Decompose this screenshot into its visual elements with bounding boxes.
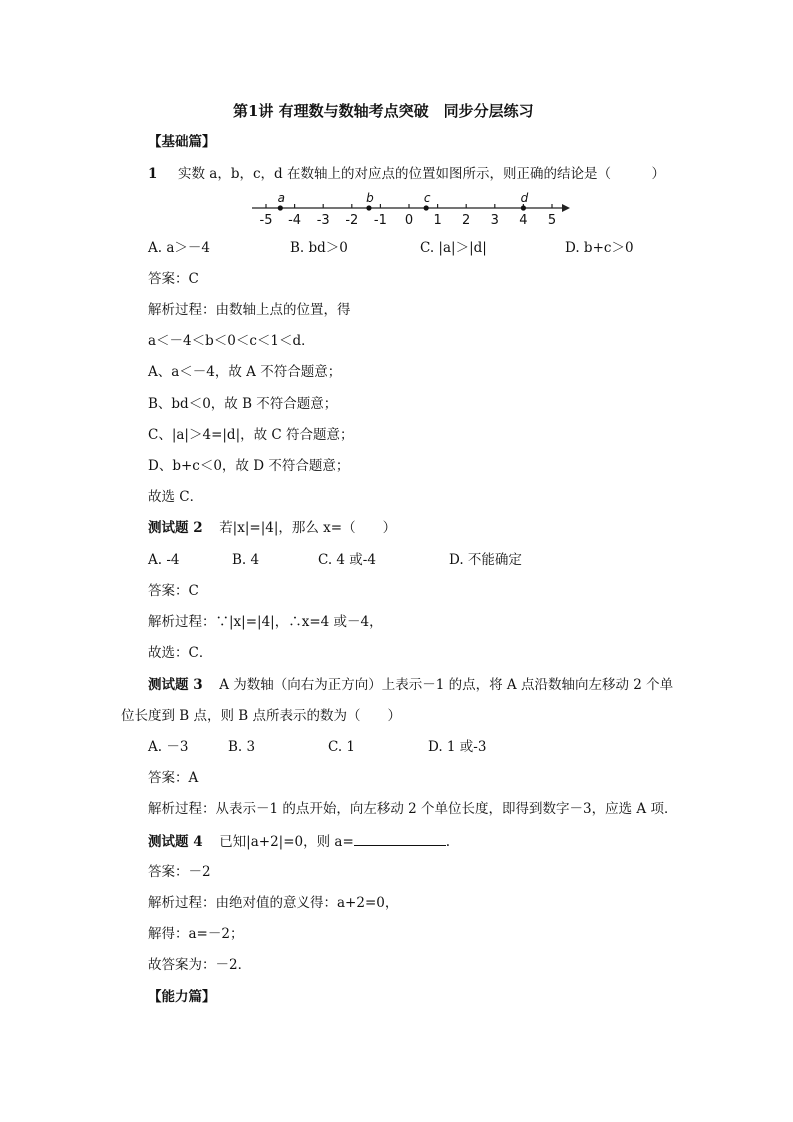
- number-line-tick-label: 0: [404, 213, 414, 228]
- number-line-tick-label: -5: [259, 213, 273, 228]
- q3-answer: 答案：A: [148, 770, 199, 786]
- answer-blank[interactable]: [354, 833, 446, 846]
- number-line-point-c: [424, 205, 429, 210]
- number-line-point-d: [521, 205, 526, 210]
- q1-solution-line: D、b+c＜0，故 D 不符合题意；: [148, 458, 350, 474]
- q4-solution-line: 故答案为：－2．: [148, 957, 252, 973]
- number-line-tick-label: 4: [519, 213, 528, 228]
- section-heading-basic: 【基础篇】: [148, 134, 216, 150]
- number-line-tick-label: 1: [433, 213, 442, 228]
- q2-answer: 答案：C: [148, 583, 199, 599]
- q1-solution-line: 故选 C．: [148, 489, 204, 505]
- number-line-arrow: [562, 204, 570, 212]
- question-1-stem: [148, 166, 665, 182]
- q1-solution-line: C、|a|＞4=|d|，故 C 符合题意；: [148, 427, 354, 443]
- q1-option-d: D. b+c＞0: [565, 240, 634, 256]
- number-line-point-b: [366, 205, 371, 210]
- number-line-tick-label: 5: [547, 213, 557, 228]
- q3-option-b: B. 3: [228, 739, 256, 755]
- q1-solution-line: B、bd＜0，故 B 不符合题意；: [148, 396, 338, 412]
- number-line-point-label: a: [277, 191, 285, 205]
- q3-option-d: D. 1 或-3: [428, 739, 487, 755]
- question-3-label: 测试题 3: [148, 677, 203, 693]
- q4-answer: 答案：－2: [148, 864, 211, 880]
- number-line-point-label: b: [366, 191, 374, 205]
- number-line-tick-label: -3: [316, 213, 330, 228]
- q2-option-b: B. 4: [232, 552, 260, 568]
- question-4-text-end: .: [445, 834, 451, 850]
- q2-solution-line: 故选：C．: [148, 645, 213, 661]
- number-line-tick-label: -1: [373, 213, 387, 228]
- question-4-text: 已知|a+2|=0，则 a=: [219, 834, 354, 850]
- q3-option-c: C. 1: [328, 739, 356, 755]
- question-3-text-continued: 位长度到 B 点，则 B 点所表示的数为（ ）: [121, 708, 402, 724]
- q1-solution-line: a＜－4＜b＜0＜c＜1＜d．: [148, 333, 315, 349]
- question-2-stem: [148, 520, 396, 536]
- q4-solution-line: 解得：a=－2；: [148, 926, 244, 942]
- q1-answer: 答案：C: [148, 271, 199, 287]
- q1-option-a: A. a＞－4: [148, 240, 210, 256]
- q1-option-b: B. bd＞0: [290, 240, 348, 256]
- q2-option-a: A. -4: [148, 552, 180, 568]
- question-3-stem: [148, 677, 673, 693]
- page-title: 第1讲 有理数与数轴考点突破 同步分层练习: [233, 102, 534, 120]
- question-2-label: 测试题 2: [148, 520, 203, 536]
- q2-option-c: C. 4 或-4: [318, 552, 376, 568]
- q3-option-a: A. －3: [148, 739, 189, 755]
- q3-solution-line: 解析过程：从表示－1 的点开始，向左移动 2 个单位长度，即得到数字－3，应选 A 项．: [148, 801, 678, 817]
- question-1-text: 实数 a，b，c，d 在数轴上的对应点的位置如图所示，则正确的结论是（ ）: [178, 166, 665, 182]
- number-line-tick-label: -2: [345, 213, 359, 228]
- q1-solution-line: A、a＜－4，故 A 不符合题意；: [148, 364, 342, 380]
- q4-solution-line: 解析过程：由绝对值的意义得：a+2=0，: [148, 895, 399, 911]
- question-4-stem: [148, 833, 450, 850]
- q1-solution-line: 解析过程：由数轴上点的位置，得: [148, 302, 351, 318]
- number-line-tick-label: -4: [288, 213, 302, 228]
- number-line-tick-label: 3: [490, 213, 499, 228]
- q2-solution-line: 解析过程：∵|x|=|4|，∴x=4 或－4，: [148, 614, 383, 630]
- number-line-point-label: d: [520, 191, 529, 205]
- q1-option-c: C. |a|＞|d|: [420, 240, 487, 256]
- number-line-point-a: [278, 205, 283, 210]
- question-1-number: 1: [148, 166, 158, 182]
- question-4-label: 测试题 4: [148, 834, 203, 850]
- question-2-text: 若|x|=|4|，那么 x=（ ）: [219, 520, 397, 536]
- q2-option-d: D. 不能确定: [449, 552, 522, 568]
- number-line-figure: [248, 190, 578, 230]
- section-heading-ability: 【能力篇】: [148, 989, 216, 1005]
- number-line-point-label: c: [423, 191, 431, 205]
- question-3-text: A 为数轴（向右为正方向）上表示－1 的点，将 A 点沿数轴向左移动 2 个单: [219, 677, 674, 693]
- number-line-tick-label: 2: [462, 213, 471, 228]
